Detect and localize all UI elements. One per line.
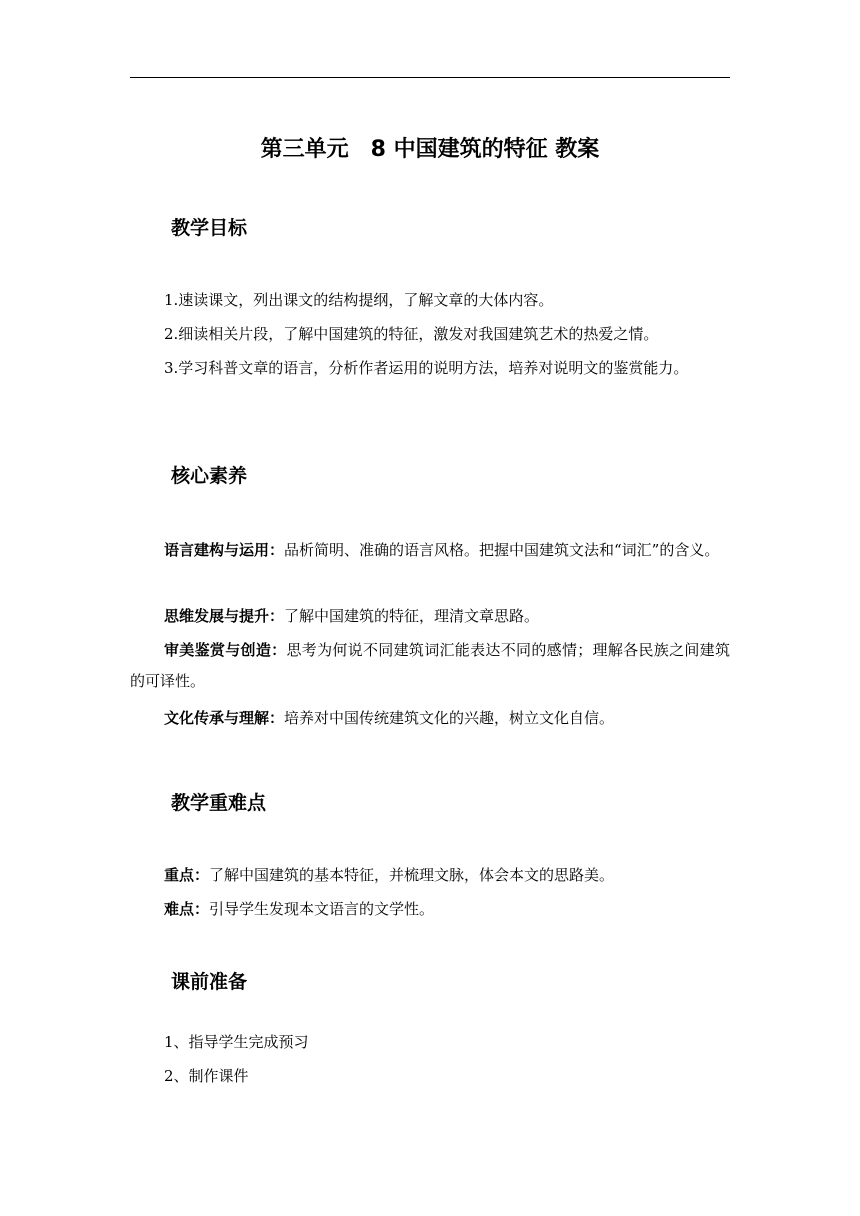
competency-text: 培养对中国传统建筑文化的兴趣，树立文化自信。 bbox=[284, 709, 615, 727]
section-heading-preparation: 课前准备 bbox=[171, 971, 248, 993]
competency-item-thinking bbox=[130, 601, 730, 632]
objective-item-3: 3.学习科普文章的语言，分析作者运用的说明方法，培养对说明文的鉴赏能力。 bbox=[164, 359, 689, 377]
difficult-point-label: 难点： bbox=[164, 900, 210, 918]
key-point-label: 重点： bbox=[164, 866, 210, 884]
competency-item-aesthetics bbox=[130, 635, 730, 697]
difficult-point-item bbox=[130, 894, 730, 925]
competency-item-language bbox=[130, 535, 730, 566]
key-point-text: 了解中国建筑的基本特征，并梳理文脉，体会本文的思路美。 bbox=[209, 866, 615, 884]
objective-item-1: 1.速读课文，列出课文的结构提纲，了解文章的大体内容。 bbox=[164, 291, 554, 309]
preparation-item-2: 2、制作课件 bbox=[164, 1067, 249, 1085]
competency-item-culture bbox=[130, 703, 730, 734]
difficult-point-text: 引导学生发现本文语言的文学性。 bbox=[209, 900, 435, 918]
competency-label: 审美鉴赏与创造： bbox=[164, 641, 287, 659]
header-rule bbox=[130, 77, 730, 78]
competency-text: 品析简明、准确的语言风格。把握中国建筑文法和“词汇”的含义。 bbox=[284, 541, 720, 559]
section-heading-key-points: 教学重难点 bbox=[171, 792, 267, 814]
section-heading-objectives: 教学目标 bbox=[171, 217, 248, 239]
competency-label: 思维发展与提升： bbox=[164, 607, 285, 625]
key-point-item bbox=[130, 860, 730, 891]
competency-label: 语言建构与运用： bbox=[164, 541, 285, 559]
competency-text: 了解中国建筑的特征，理清文章思路。 bbox=[284, 607, 540, 625]
section-heading-competencies: 核心素养 bbox=[171, 465, 248, 487]
competency-text: 思考为何说不同建筑词汇能表达不同的感情；理解各民族之间建筑的可译性。 bbox=[130, 641, 730, 690]
objective-item-2: 2.细读相关片段，了解中国建筑的特征，激发对我国建筑艺术的热爱之情。 bbox=[164, 325, 659, 343]
competency-label: 文化传承与理解： bbox=[164, 709, 285, 727]
document-title: 第三单元 8 中国建筑的特征 教案 bbox=[260, 137, 600, 162]
preparation-item-1: 1、指导学生完成预习 bbox=[164, 1033, 309, 1051]
